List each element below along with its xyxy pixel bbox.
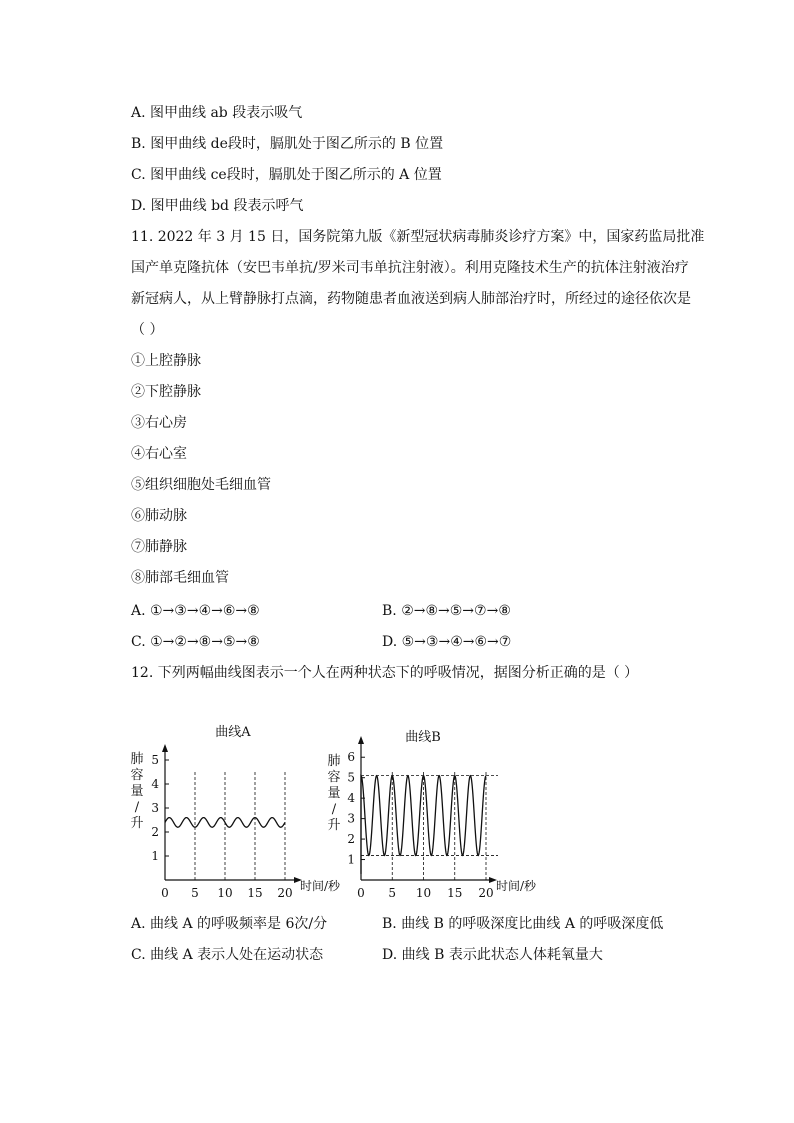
chart-b-y-tick-4: 4: [347, 791, 355, 806]
chart-b-x-tick-10: 10: [415, 886, 432, 900]
chart-a-x-tick-20: 20: [277, 886, 293, 900]
chart-a-y-tick-5: 5: [151, 753, 159, 767]
q12-option-c: C. 曲线 A 表示人处在运动状态: [131, 947, 324, 963]
chart-a-title: 曲线A: [215, 725, 251, 740]
chart-b-y-tick-3: 3: [347, 811, 355, 826]
q11-option-d: D. ⑤→③→④→⑥→⑦: [382, 634, 512, 650]
chart-a-x-tick-0: 0: [161, 886, 169, 900]
chart-b-ylabel: [327, 753, 340, 833]
chart-b-xlabel: 时间/秒: [496, 879, 537, 893]
chart-b-y-tick-5: 5: [347, 770, 355, 785]
chart-b-title: 曲线B: [405, 730, 441, 745]
chart-a-y-tick-4: 4: [151, 777, 159, 791]
chart-b-y-arrow: [358, 736, 364, 744]
chart-a-ylabel-char: 量: [130, 784, 144, 799]
q11-option-a: A. ①→③→④→⑥→⑧: [131, 603, 260, 619]
q11-item-7: ⑦肺静脉: [131, 539, 187, 555]
chart-a-y-tick-3: 3: [151, 801, 159, 815]
q11-stem-line1: 11. 2022 年 3 月 15 日，国务院第九版《新型冠状病毒肺炎诊疗方案》中，国家药监局批准: [131, 229, 705, 245]
chart-b-ylabel-char: /: [331, 802, 337, 817]
q11-item-6: ⑥肺动脉: [131, 508, 187, 524]
chart-a-ylabel-char: /: [134, 800, 140, 815]
chart-b-x-tick-20: 20: [478, 886, 494, 900]
chart-b-y-tick-2: 2: [347, 832, 355, 847]
chart-b: [327, 729, 537, 900]
chart-b-ylabel-char: 肺: [327, 754, 341, 769]
chart-b-x-tick-15: 15: [447, 886, 463, 900]
chart-a-y-arrow: [162, 744, 168, 752]
q11-item-4: ④右心室: [131, 446, 187, 462]
chart-a-y-tick-1: 1: [151, 849, 159, 863]
q11-option-b: B. ②→⑧→⑤→⑦→⑧: [382, 603, 511, 619]
chart-a-x-tick-5: 5: [191, 886, 199, 900]
chart-a-ylabel-char: 升: [130, 816, 144, 831]
q12-option-b: B. 曲线 B 的呼吸深度比曲线 A 的呼吸深度低: [382, 916, 664, 932]
q11-item-2: ②下腔静脉: [131, 384, 201, 400]
q10-option-b: B. 图甲曲线 de段时，膈肌处于图乙所示的 B 位置: [131, 136, 444, 152]
q11-item-3: ③右心房: [131, 415, 187, 431]
q11-item-5: ⑤组织细胞处毛细血管: [131, 477, 271, 493]
q10-option-d: D. 图甲曲线 bd 段表示呼气: [131, 198, 304, 214]
q12-option-a: A. 曲线 A 的呼吸频率是 6次/分: [131, 916, 328, 932]
chart-b-x-tick-5: 5: [388, 886, 397, 900]
chart-b-ylabel-char: 容: [327, 770, 341, 785]
chart-b-y-tick-6: 6: [347, 750, 355, 765]
chart-a: [130, 724, 341, 900]
chart-a-y-tick-2: 2: [151, 825, 159, 839]
q11-stem-line2: 国产单克隆抗体（安巴韦单抗/罗米司韦单抗注射液）。利用克隆技术生产的抗体注射液治疗: [131, 260, 689, 276]
chart-a-x-tick-15: 15: [247, 886, 263, 900]
chart-b-ylabel-char: 量: [327, 786, 341, 801]
chart-a-xlabel: 时间/秒: [300, 879, 341, 893]
q11-stem-line3: 新冠病人，从上臂静脉打点滴，药物随患者血液送到病人肺部治疗时，所经过的途径依次是: [131, 291, 691, 307]
chart-b-ylabel-char: 升: [327, 818, 341, 833]
q11-answer-blank: （ ）: [131, 322, 164, 338]
q11-item-8: ⑧肺部毛细血管: [131, 570, 229, 586]
q12-charts: [120, 715, 560, 905]
chart-a-ylabel-char: 肺: [130, 752, 144, 767]
q11-option-c: C. ①→②→⑧→⑤→⑧: [131, 634, 260, 650]
chart-a-x-tick-10: 10: [217, 886, 233, 900]
chart-b-x-tick-0: 0: [357, 886, 365, 900]
q12-stem: 12. 下列两幅曲线图表示一个人在两种状态下的呼吸情况，据图分析正确的是（ ）: [131, 665, 639, 681]
q10-option-c: C. 图甲曲线 ce段时，膈肌处于图乙所示的 A 位置: [131, 167, 442, 183]
chart-b-y-tick-1: 1: [347, 852, 355, 867]
q11-item-1: ①上腔静脉: [131, 353, 201, 369]
q10-option-a: A. 图甲曲线 ab 段表示吸气: [131, 105, 303, 121]
chart-a-ylabel-char: 容: [130, 768, 144, 783]
q12-option-d: D. 曲线 B 表示此状态人体耗氧量大: [382, 947, 603, 963]
chart-a-ylabel: [130, 751, 143, 831]
